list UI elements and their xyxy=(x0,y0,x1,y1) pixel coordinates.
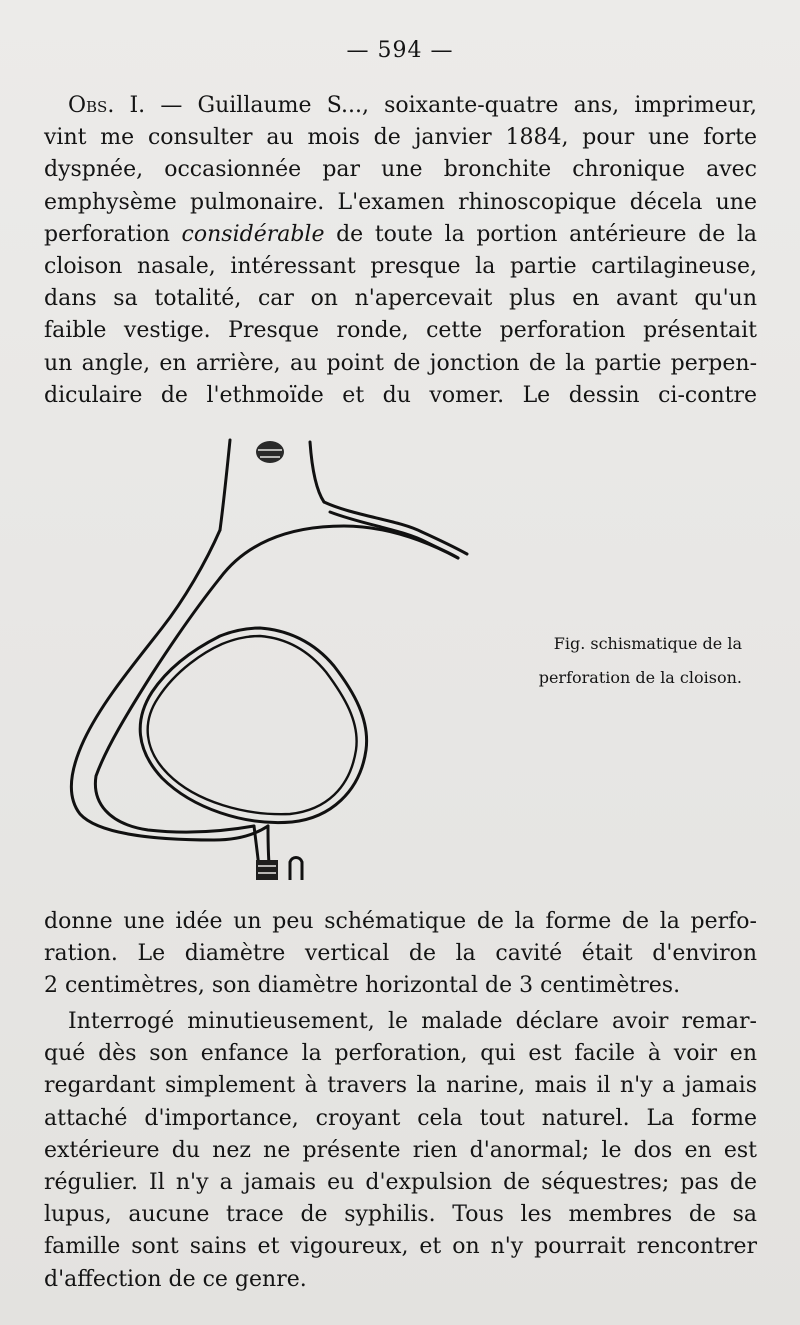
text-line: cloison nasale, intéressant presque la partie cartilagineuse, xyxy=(44,254,757,280)
text-line: qué dès son enfance la perforation, qui est facile à voir en xyxy=(44,1041,757,1067)
inner-contour xyxy=(95,578,254,832)
history-paragraph xyxy=(44,1006,757,1296)
text-line: Interrogé minutieusement, le malade déclare avoir remar- xyxy=(68,1009,757,1034)
text-fragment: de toute la portion antérieure de la xyxy=(324,221,757,247)
text-line: diculaire de l'ethmoïde et du vomer. Le dessin ci-contre xyxy=(44,382,757,408)
text-line: faible vestige. Presque ronde, cette perforation présentait xyxy=(44,318,757,344)
text-line: lupus, aucune trace de syphilis. Tous les membres de sa xyxy=(44,1202,757,1228)
outer-contour xyxy=(71,530,268,840)
text-line: extérieure du nez ne présente rien d'anormal; le dos en est xyxy=(44,1137,757,1163)
text-line: attaché d'importance, croyant cela tout naturel. La forme xyxy=(44,1105,757,1131)
text-line: vint me consulter au mois de janvier 1884, pour une forte xyxy=(44,125,757,151)
text-line: regardant simplement à travers la narine, mais il n'y a jamais xyxy=(44,1073,757,1099)
page-number: — 594 — xyxy=(346,38,454,63)
upper-hatch-mark xyxy=(256,441,284,463)
continuation-paragraph xyxy=(44,906,757,1003)
text-line: dyspnée, occasionnée par une bronchite chronique avec xyxy=(44,157,757,183)
text-line: régulier. Il n'y a jamais eu d'expulsion de séquestres; pas de xyxy=(44,1170,757,1196)
text-fragment: perforation xyxy=(44,221,182,247)
upper-duct-right xyxy=(310,442,324,502)
figure-caption-line-1: Fig. schismatique de la xyxy=(553,634,742,653)
text-line xyxy=(44,219,757,251)
text-line: un angle, en arrière, au point de jonction de la partie perpen- xyxy=(44,350,757,376)
text-line: famille sont sains et vigoureux, et on n'y pourrait rencontrer xyxy=(44,1234,757,1260)
upper-arm-inner xyxy=(330,512,458,558)
text-line: d'affection de ce genre. xyxy=(44,1266,307,1292)
septum-drawing xyxy=(44,430,484,892)
text-line xyxy=(44,90,757,122)
upper-arm-outer xyxy=(324,502,467,554)
observation-paragraph xyxy=(44,90,757,412)
text-line: donne une idée un peu schématique de la forme de la perfo- xyxy=(44,909,757,934)
perforation-figure xyxy=(44,430,484,892)
figure-caption-line-2: perforation de la cloison. xyxy=(538,668,742,687)
upper-duct-left xyxy=(220,440,230,530)
lower-hatch-mark xyxy=(256,858,302,881)
text-line: 2 centimètres, son diamètre horizontal de 3 centimètres. xyxy=(44,973,681,999)
emphasized-word: considérable xyxy=(181,221,325,247)
text-line: dans sa totalité, car on n'apercevait plus en avant qu'un xyxy=(44,286,757,312)
upper-arm-lower xyxy=(220,526,458,578)
text-fragment: — Guillaume S..., soixante-quatre ans, imprimeur, xyxy=(145,93,757,118)
observation-label: Obs. I. xyxy=(68,93,146,118)
text-line: emphysème pulmonaire. L'examen rhinoscopique décela une xyxy=(44,189,757,215)
perforation-outline xyxy=(140,628,366,823)
text-line: ration. Le diamètre vertical de la cavité était d'environ xyxy=(44,941,757,967)
